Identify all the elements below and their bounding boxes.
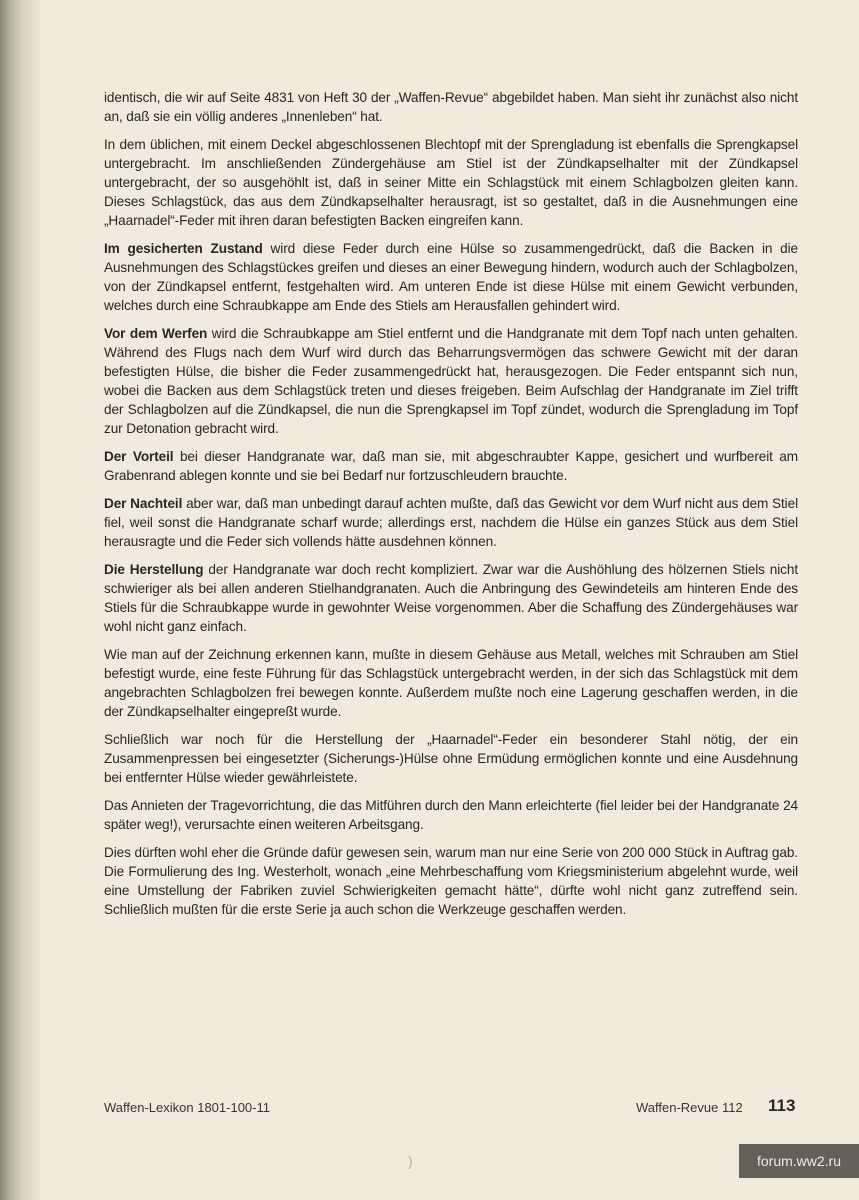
stray-pencil-mark: ) <box>408 1153 413 1169</box>
paragraph-gesicherter-zustand: Im gesicherten Zustand wird diese Feder durch eine Hülse so zusammengedrückt, daß die Backen in die Ausnehmungen des Schlagstückes greifen und dieses an einer Bewegung hindern, wodurch auch der Schlagbolzen, von der Zündkapsel entfernt, festgehalten wird. Am unteren Ende ist diese Hülse mit einem Gewicht verbunden, welches durch eine Schraubkappe am Ende des Stiels am Herausfallen gehindert wird. <box>104 241 799 313</box>
footer-magazine: Waffen-Revue 112 <box>636 1100 743 1115</box>
lead-phrase: Im gesicherten Zustand <box>104 241 263 256</box>
paragraph-herstellung: Die Herstellung der Handgranate war doch recht kompliziert. Zwar war die Aushöhlung des hölzernen Stiels nicht schwieriger als bei allen anderen Stielhandgranaten. Auch die Anbringung des Gewindeteils am hinteren Ende des Stiels für die Schraubkappe wurde in gewohnter Weise vorgenommen. Aber die Schaffung des Zündergehäuses war wohl nicht ganz einfach. <box>104 562 798 634</box>
lead-phrase: Vor dem Werfen <box>104 326 208 341</box>
paragraph-1: identisch, die wir auf Seite 4831 von Heft 30 der „Waffen-Revue“ abgebildet haben. Man sieht ihr zunächst also nicht an, daß sie ein völlig anderes „Innenleben“ hat. <box>104 90 798 124</box>
paragraph-vor-dem-werfen: Vor dem Werfen wird die Schraubkappe am Stiel entfernt und die Handgranate mit dem Topf nach unten gehalten. Während des Flugs nach dem Wurf wird durch das Beharrungsvermögen das schwere Gewicht mit der daran befestigten Hülse, die bisher die Feder zusammengedrückt hat, herausgezogen. Die Feder entspannt sich nun, wobei die Backen aus dem Schlagstück treten und dieses freigeben. Beim Aufschlag der Handgranate im Ziel trifft der Schlagbolzen auf die Zündkapsel, die nun die Sprengkapsel im Topf zündet, wodurch die Sprengladung im Topf zur Detonation gebracht wird. <box>104 326 798 436</box>
paragraph-vorteil: Der Vorteil bei dieser Handgranate war, daß man sie, mit abgeschraubter Kappe, gesichert und wurfbereit am Grabenrand ablegen konnte und sie bei Bedarf nur fortzuschleudern brauchte. <box>104 449 798 483</box>
paragraph-11: Dies dürften wohl eher die Gründe dafür gewesen sein, warum man nur eine Serie von 200 000 Stück in Auftrag gab. Die Formulierung des Ing. Westerholt, wonach „eine Mehrbeschaffung vom Kriegsministerium abgelehnt wurde, weil eine Umstellung der Fabriken zuviel Schwierigkeiten gemacht hätte“, dürfte wohl nicht ganz zutreffend sein. Schließlich mußten für die erste Serie ja auch schon die Werkzeuge geschaffen werden. <box>104 845 798 917</box>
paragraph-8: Wie man auf der Zeichnung erkennen kann, mußte in diesem Gehäuse aus Metall, welches mit Schrauben am Stiel befestigt wurde, eine feste Führung für das Schlagstück untergebracht werden, in der sich das Schlagstück mit dem angebrachten Schlagbolzen frei bewegen konnte. Außerdem mußte noch eine Lagerung geschaffen werden, in die der Zündkapselhalter eingepreßt wurde. <box>104 647 798 719</box>
paragraph-nachteil: Der Nachteil aber war, daß man unbedingt darauf achten mußte, daß das Gewicht vor dem Wurf nicht aus dem Stiel fiel, weil sonst die Handgranate scharf wurde; allerdings erst, nachdem die Hülse ein ganzes Stück aus dem Stiel herausragte und die Feder sich vollends hätte ausdehnen können. <box>104 496 798 549</box>
paragraph-9: Schließlich war noch für die Herstellung der „Haarnadel“-Feder ein besonderer Stahl nötig, der ein Zusammenpressen bei eingesetzter (Sicherungs-)Hülse ohne Ermüdung ermöglichen konnte und eine Ausdehnung bei entfernter Hülse wieder gewährleistete. <box>104 732 798 785</box>
lead-phrase: Die Herstellung <box>104 562 204 577</box>
lead-phrase: Der Vorteil <box>104 449 174 464</box>
lead-phrase: Der Nachteil <box>104 496 183 511</box>
article-body <box>104 88 798 928</box>
paragraph-10: Das Annieten der Tragevorrichtung, die das Mitführen durch den Mann erleichterte (fiel leider bei der Handgranate 24 später weg!), verursachte einen weiteren Arbeitsgang. <box>104 798 798 832</box>
book-spine-shadow <box>0 0 40 1200</box>
page-number: 113 <box>768 1096 796 1115</box>
watermark-badge: forum.ww2.ru <box>739 1144 859 1178</box>
footer-source: Waffen-Lexikon 1801-100-11 <box>104 1100 270 1115</box>
paragraph-2: In dem üblichen, mit einem Deckel abgeschlossenen Blechtopf mit der Sprengladung ist ebenfalls die Sprengkapsel untergebracht. Im anschließenden Zündergehäuse am Stiel ist der Zündkapselhalter mit der Zündkapsel untergebracht, der so ausgehöhlt ist, daß in seiner Mitte ein Schlagstück mit einem Schlagbolzen gleiten kann. Dieses Schlagstück, das aus dem Zündkapselhalter herausragt, ist so gestaltet, daß in die Ausnehmungen eine „Haarnadel“-Feder mit ihren daran befestigten Backen eingreifen kann. <box>104 137 798 228</box>
